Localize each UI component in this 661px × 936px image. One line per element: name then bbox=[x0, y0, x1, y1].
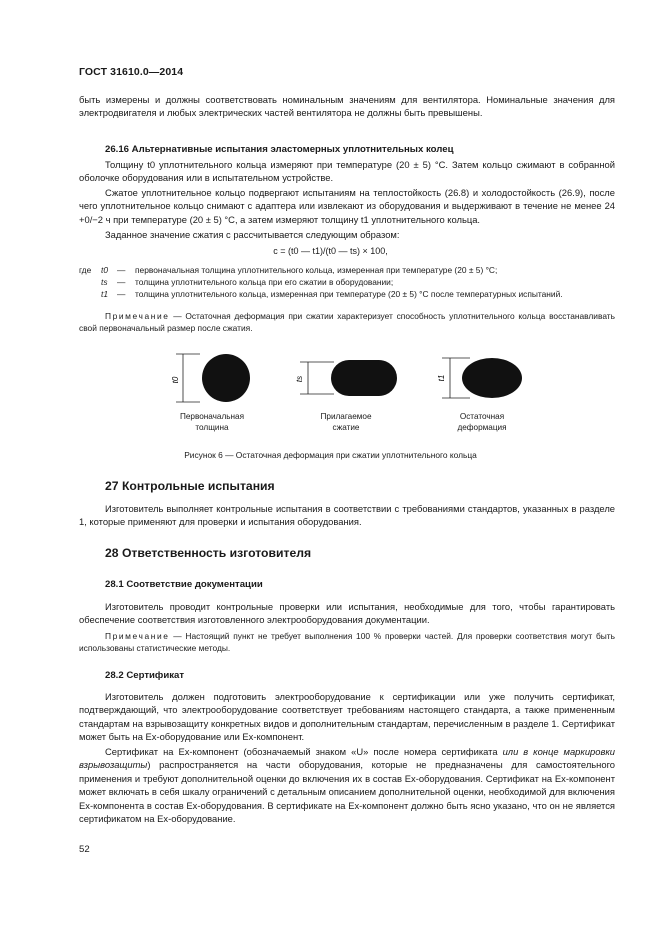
section-28-1-heading: 28.1 Соответствие документации bbox=[105, 579, 263, 590]
label-line-2: деформация bbox=[457, 422, 507, 432]
section-26-16-paragraph-2: Сжатое уплотнительное кольцо подвергают испытаниям на теплостойкость (26.8) и холодостойкость (26.9), после чего уплотнительное кольцо снимают с адаптера или извлекают из оборудования и выдерживают в течение не менее 24 +0/−2 ч при температуре (20 ± 5) °С, а затем измеряют толщину t1 уплотнительного кольца. bbox=[79, 187, 615, 225]
figure-label-initial bbox=[157, 412, 267, 433]
note-text: — Остаточная деформация при сжатии характеризует способность уплотнительного кольца восстанавливать свой первоначальный размер после сжатия. bbox=[79, 311, 615, 334]
note-label: Примечание bbox=[105, 631, 170, 641]
ring-compressed-shape bbox=[331, 360, 397, 396]
ring-residual bbox=[437, 358, 522, 398]
section-26-16-heading: 26.16 Альтернативные испытания эластомерных уплотнительных колец bbox=[105, 144, 454, 155]
section-26-16-paragraph-1: Толщину t0 уплотнительного кольца измеряют при температуре (20 ± 5) °С. Затем кольцо сжимают в собранной оболочке оборудования или в испытательном устройстве. bbox=[79, 159, 615, 184]
where-description: первоначальная толщина уплотнительного кольца, измеренная при температуре (20 ± 5) °С; bbox=[135, 265, 498, 275]
section-28-1-paragraph: Изготовитель проводит контрольные проверки или испытания, необходимые для того, чтобы гарантировать обеспечение соответствия изготовленного электрооборудования документации. bbox=[79, 601, 615, 626]
note-label: Примечание bbox=[105, 311, 170, 321]
label-line-2: сжатие bbox=[332, 422, 360, 432]
note-text: — Настоящий пункт не требует выполнения 100 % проверки частей. Для проверки соответствия могут быть использованы статистические методы. bbox=[79, 631, 615, 654]
where-symbol: t0 bbox=[101, 265, 108, 275]
section-27-paragraph: Изготовитель выполняет контрольные испытания в соответствии с требованиями стандартов, указанных в разделе 1, которые применяют для проверки и испытания оборудования. bbox=[79, 503, 615, 528]
ring-circle bbox=[202, 354, 250, 402]
section-26-16-paragraph-3: Заданное значение сжатия с рассчитывается следующим образом: bbox=[105, 229, 400, 240]
section-28-heading: 28 Ответственность изготовителя bbox=[105, 546, 312, 560]
section-28-2-paragraph-2 bbox=[79, 745, 615, 825]
figure-label-residual bbox=[427, 412, 537, 433]
dim-label-t0: t0 bbox=[171, 376, 180, 384]
figure-label-compression bbox=[291, 412, 401, 433]
dim-label-t1: t1 bbox=[437, 374, 446, 382]
label-line-2: толщина bbox=[195, 422, 229, 432]
compression-formula: c = (t0 — t1)/(t0 — ts) × 100, bbox=[273, 246, 388, 256]
figure-6 bbox=[0, 348, 661, 443]
dim-label-ts: ts bbox=[295, 375, 304, 383]
section-28-1-note bbox=[79, 630, 615, 655]
document-header: ГОСТ 31610.0—2014 bbox=[79, 66, 184, 78]
label-line-1: Первоначальная bbox=[179, 412, 245, 421]
where-description: толщина уплотнительного кольца, измеренная при температуре (20 ± 5) °С после температурных испытаний. bbox=[135, 289, 563, 299]
ring-compressed bbox=[295, 360, 397, 396]
page-number: 52 bbox=[79, 844, 90, 855]
label-line-1: Остаточная bbox=[459, 412, 505, 421]
where-dash: — bbox=[117, 277, 126, 287]
where-label: где bbox=[79, 265, 92, 275]
where-dash: — bbox=[117, 289, 126, 299]
paragraph-part: Сертификат на Ех-компонент (обозначаемый знаком «U» после номера сертификата bbox=[105, 746, 503, 757]
label-line-1: Прилагаемое bbox=[320, 412, 372, 421]
section-28-2-paragraph-1: Изготовитель должен подготовить электрооборудование к сертификации или уже получить сертификат, подтверждающий, что электрооборудование соответствует требованиям настоящего стандарта, а также примененным стандартам на взрывозащиту конкретных видов и дополнительным стандартам, перечисленным в разделе 1. Сертификат может быть на Ех-оборудование или Ех-компонент. bbox=[79, 691, 615, 743]
paragraph-italic-part: или в конце маркировки взрывозащиты bbox=[79, 746, 615, 771]
where-description: толщина уплотнительного кольца при его сжатии в оборудовании; bbox=[135, 277, 394, 287]
where-symbol: ts bbox=[101, 277, 108, 287]
where-dash: — bbox=[117, 265, 126, 275]
intro-paragraph: быть измерены и должны соответствовать номинальным значениям для вентилятора. Номинальные значения для электродвигателя и любых электрических частей вентилятора не должны быть превышены. bbox=[79, 94, 615, 119]
where-symbol: t1 bbox=[101, 289, 108, 299]
ring-initial bbox=[171, 354, 250, 402]
paragraph-part: ) распространяется на части оборудования, которые не предназначены для самостоятельного применения и требуют дополнительной оценки до включения их в состав Ех-оборудования. Сертификат на Ех-компонент может включать в себя шкалу ограничений с детальным описанием дополнительной оценки, необходимой для включения Ех-компонента в состав Ех-оборудования. В сертификате на Ех-компонент должно быть ясно указано, что он не является сертификатом на Ех-оборудование. bbox=[79, 759, 615, 825]
section-26-16-note bbox=[79, 310, 615, 335]
figure-6-caption: Рисунок 6 — Остаточная деформация при сжатии уплотнительного кольца bbox=[184, 450, 477, 460]
section-27-heading: 27 Контрольные испытания bbox=[105, 479, 275, 493]
figure-6-drawing bbox=[0, 348, 661, 408]
section-28-2-heading: 28.2 Сертификат bbox=[105, 670, 185, 681]
ring-ellipse bbox=[462, 358, 522, 398]
